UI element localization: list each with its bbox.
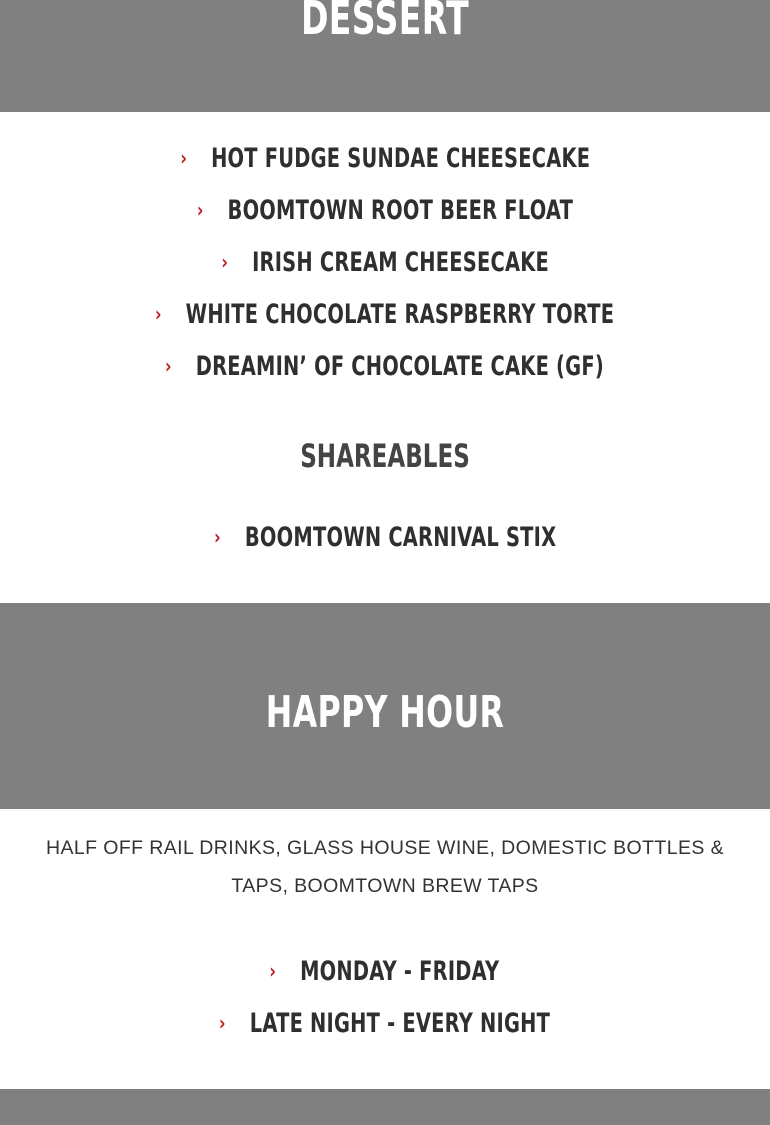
dessert-list — [0, 132, 770, 392]
list-item — [0, 340, 770, 392]
shareables-list — [0, 511, 770, 563]
next-section-band — [0, 1089, 770, 1125]
chevron-right-icon: › — [221, 250, 228, 274]
list-item — [0, 132, 770, 184]
happy-hour-header-band — [0, 603, 770, 809]
dessert-header-band — [0, 0, 770, 112]
menu-item-label: MONDAY - FRIDAY — [300, 955, 500, 987]
chevron-right-icon: › — [269, 959, 277, 983]
chevron-right-icon: › — [196, 198, 204, 222]
menu-item-label: BOOMTOWN CARNIVAL STIX — [244, 521, 556, 553]
shareables-heading: SHAREABLES — [300, 437, 470, 475]
chevron-right-icon: › — [179, 146, 187, 170]
menu-item-label: HOT FUDGE SUNDAE CHEESECAKE — [210, 142, 590, 174]
list-item — [0, 945, 770, 997]
menu-item-label: DREAMIN’ OF CHOCOLATE CAKE (GF) — [196, 350, 605, 382]
chevron-right-icon: › — [213, 525, 221, 549]
happy-hour-list — [0, 945, 770, 1049]
list-item — [0, 184, 770, 236]
chevron-right-icon: › — [219, 1011, 226, 1035]
list-item — [0, 236, 770, 288]
dessert-heading: DESSERT — [300, 0, 470, 45]
menu-item-label: WHITE CHOCOLATE RASPBERRY TORTE — [185, 298, 615, 330]
menu-item-label: IRISH CREAM CHEESECAKE — [251, 246, 549, 278]
happy-hour-heading: HAPPY HOUR — [265, 687, 505, 738]
chevron-right-icon: › — [155, 302, 162, 326]
list-item — [0, 288, 770, 340]
menu-item-label: BOOMTOWN ROOT BEER FLOAT — [227, 194, 574, 226]
list-item — [0, 997, 770, 1049]
menu-item-label: LATE NIGHT - EVERY NIGHT — [250, 1007, 551, 1039]
chevron-right-icon: › — [165, 354, 172, 378]
list-item — [0, 511, 770, 563]
happy-hour-description: HALF OFF RAIL DRINKS, GLASS HOUSE WINE, DOMESTIC BOTTLES & TAPS, BOOMTOWN BREW TAPS — [45, 837, 724, 897]
